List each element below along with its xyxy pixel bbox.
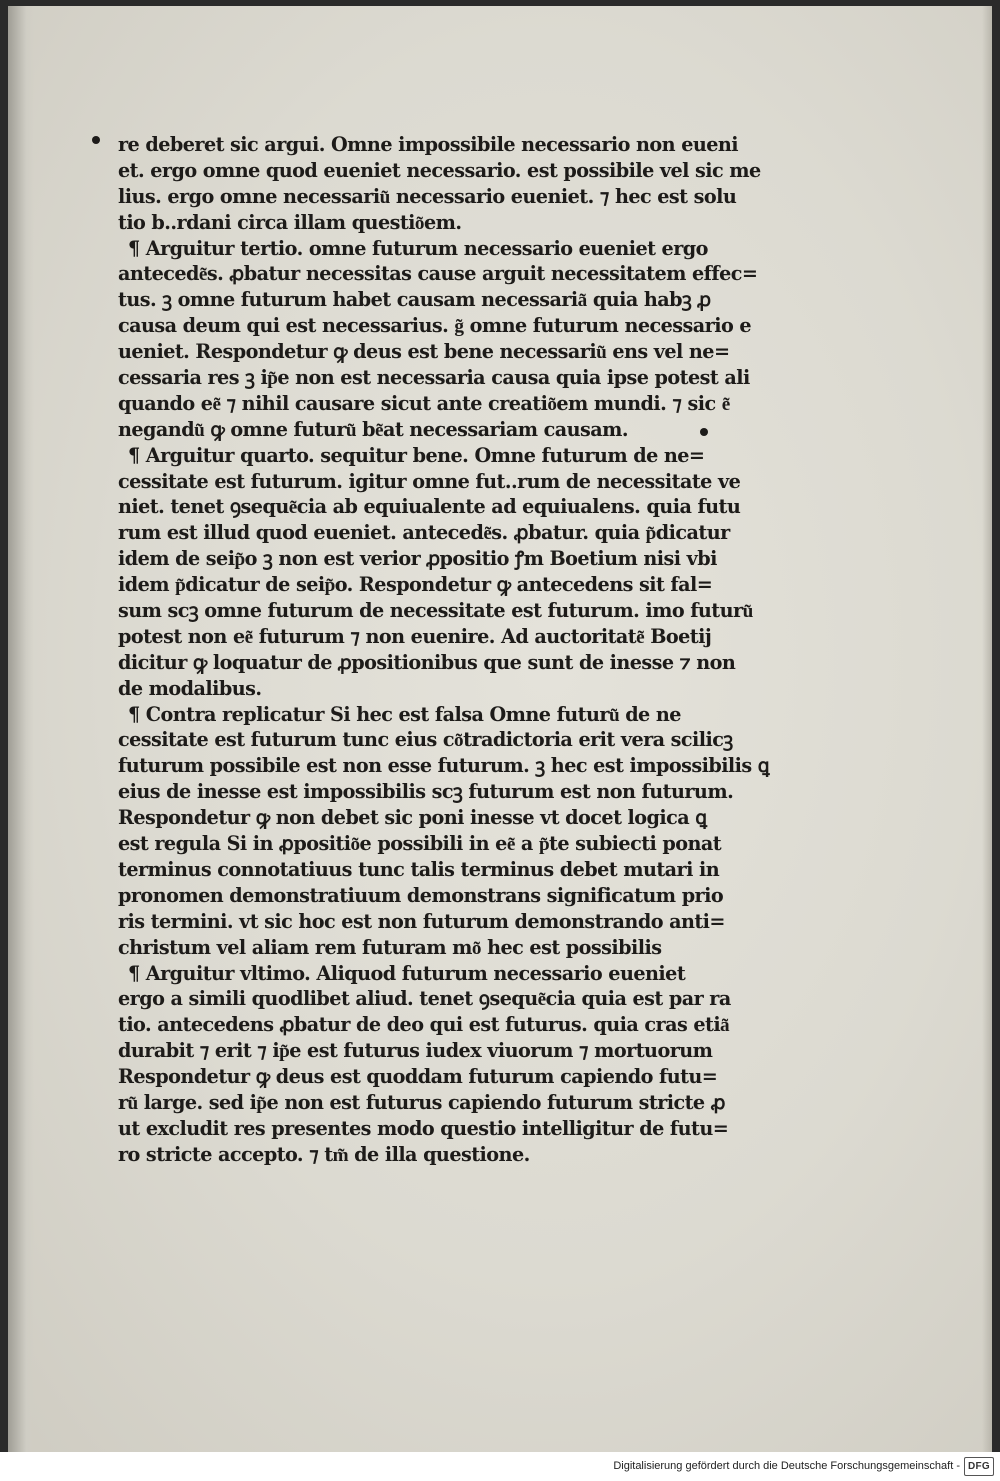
text-line: ¶ Contra replicatur Si hec est falsa Omne futuru͂ de ne	[128, 702, 681, 726]
text-line: re deberet sic argui. Omne impossibile necessario non eueni	[118, 133, 739, 156]
text-line: ro stricte accepto. ⁊ tm͂ de illa questione.	[118, 1142, 530, 1166]
binding-gutter	[8, 6, 34, 1452]
funding-credit: Digitalisierung gefördert durch die Deutsche Forschungsgemeinschaft -	[613, 1460, 960, 1472]
text-line: ¶ Arguitur tertio. omne futurum necessario eueniet ergo	[128, 236, 708, 260]
text-line: dicitur ꝙ loquatur de ꝓpositionibus que sunt de inesse ⁊ non	[118, 650, 736, 674]
text-line: durabit ⁊ erit ⁊ ip͂e est futurus iudex viuorum ⁊ mortuorum	[118, 1039, 713, 1063]
text-line: potest non ee͂ futurum ⁊ non euenire. Ad auctoritate͂ Boetij	[118, 624, 712, 648]
text-line: est regula Si in ꝓpositio͂e possibili in ee͂ a p͂te subiecti ponat	[118, 832, 722, 856]
text-line: rum est illud quod eueniet. antecede͂s. ꝓbatur. quia p͂dicatur	[118, 521, 730, 545]
text-line: ergo a simili quodlibet aliud. tenet ꝯseque͂cia quia est par ra	[118, 987, 731, 1011]
text-line: idem p͂dicatur de seip͂o. Respondetur ꝙ antecedens sit fal=	[118, 573, 713, 597]
text-line: quando ee͂ ⁊ nihil causare sicut ante creatio͂em mundi. ⁊ sic e͂	[118, 391, 730, 415]
text-line: Respondetur ꝙ deus est quoddam futurum capiendo futu=	[118, 1065, 718, 1089]
text-line: Respondetur ꝙ non debet sic poni inesse vt docet logica ꝗ	[118, 806, 707, 830]
text-line: ut excludit res presentes modo questio intelligitur de futu=	[118, 1116, 729, 1140]
footer-bar	[0, 1452, 1000, 1481]
blackletter-text-block	[118, 132, 770, 1168]
dfg-logo: DFG	[964, 1457, 994, 1476]
text-line: niet. tenet ꝯseque͂cia ab equiualente ad equiualens. quia futu	[118, 495, 741, 519]
text-line: causa deum qui est necessarius. g͂ omne futurum necessario e	[118, 314, 752, 338]
text-line: ueniet. Respondetur ꝙ deus est bene necessariu͂ ens vel ne=	[118, 340, 730, 364]
text-line: christum vel aliam rem futuram mo͂ hec est possibilis	[118, 935, 662, 959]
text-line: idem de seip͂o ꝫ non est verior ꝓpositio ꝭm Boetium nisi vbi	[118, 547, 717, 571]
text-line: sum scꝫ omne futurum de necessitate est futurum. imo futuru͂	[118, 599, 753, 623]
text-line: eius de inesse est impossibilis scꝫ futurum est non futurum.	[118, 780, 734, 804]
text-line: tus. ꝫ omne futurum habet causam necessaria͂ quia habꝫ ꝓ	[118, 288, 711, 312]
text-line: futurum possibile est non esse futurum. ꝫ hec est impossibilis ꝗ	[118, 754, 770, 778]
text-line: ¶ Arguitur quarto. sequitur bene. Omne futurum de ne=	[128, 443, 705, 467]
text-line: terminus connotatiuus tunc talis terminus debet mutari in	[118, 857, 720, 881]
text-line: tio. antecedens ꝓbatur de deo qui est futurus. quia cras etia͂	[118, 1013, 730, 1037]
text-line: antecede͂s. ꝓbatur necessitas cause arguit necessitatem effec=	[118, 262, 758, 286]
text-line: pronomen demonstratiuum demonstrans significatum prio	[118, 883, 724, 907]
text-line: cessitate est futurum. igitur omne fut..rum de necessitate ve	[118, 469, 741, 493]
text-line: tio b..rdani circa illam questio͂em.	[118, 210, 462, 234]
text-line: ru͂ large. sed ip͂e non est futurus capiendo futurum stricte ꝓ	[118, 1090, 726, 1114]
text-line: negandu͂ ꝙ omne futuru͂ be͂at necessariam causam.	[118, 417, 629, 441]
text-line: cessaria res ꝫ ip͂e non est necessaria causa quia ipse potest ali	[118, 366, 750, 390]
text-line: cessitate est futurum tunc eius co͂tradictoria erit vera scilicꝫ	[118, 728, 733, 752]
ink-mark-dot	[92, 136, 100, 144]
page-edge-shadow	[982, 6, 992, 1452]
text-line: ris termini. vt sic hoc est non futurum demonstrando anti=	[118, 909, 725, 933]
text-line: lius. ergo omne necessariu͂ necessario eueniet. ⁊ hec est solu	[118, 184, 737, 208]
text-line: ¶ Arguitur vltimo. Aliquod futurum necessario eueniet	[128, 961, 686, 985]
text-line: et. ergo omne quod eueniet necessario. est possibile vel sic me	[118, 158, 761, 182]
text-line: de modalibus.	[118, 676, 262, 700]
